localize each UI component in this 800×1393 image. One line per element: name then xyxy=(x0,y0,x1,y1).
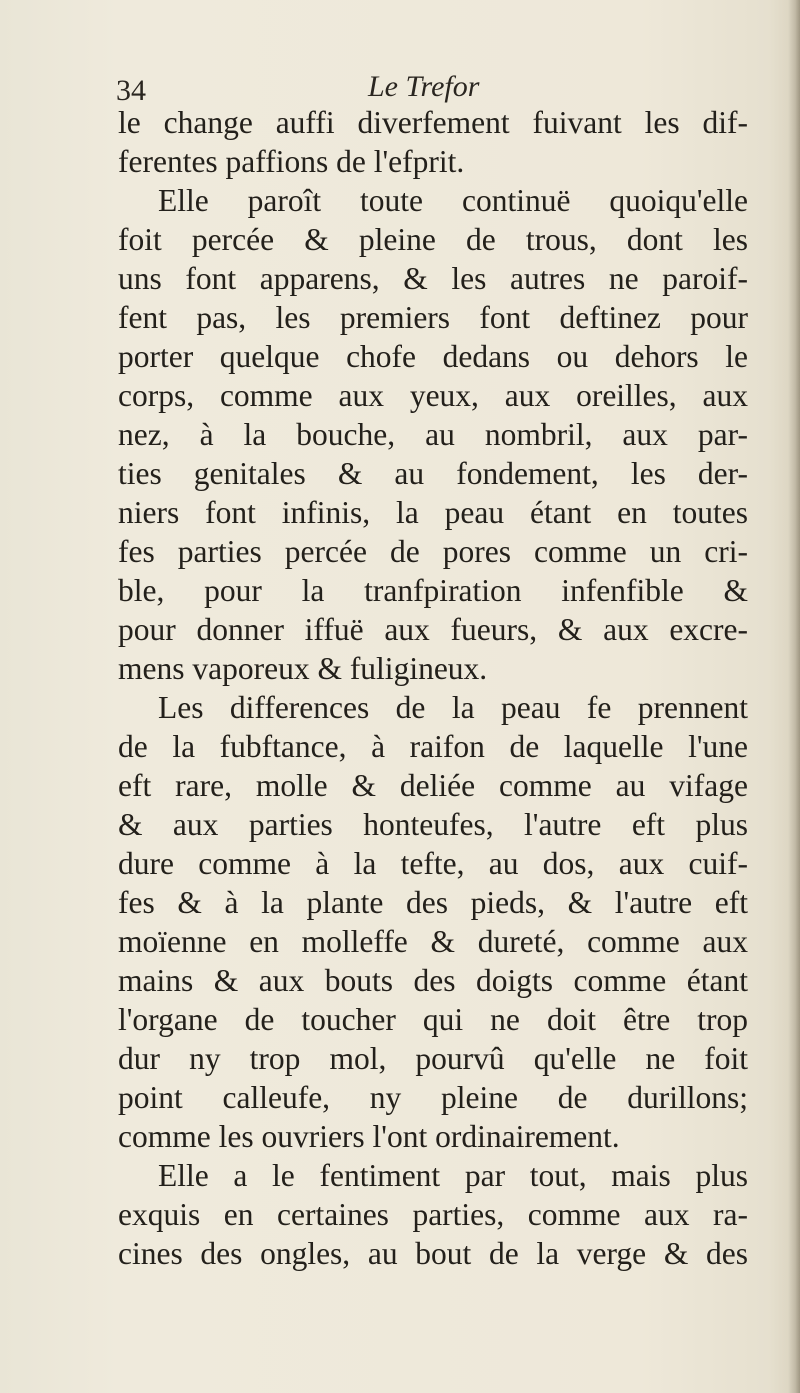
text-line: cines des ongles, au bout de la verge & des xyxy=(118,1236,748,1271)
page-edge-shadow xyxy=(788,0,800,1393)
text-line: mains & aux bouts des doigts comme étant xyxy=(118,963,748,998)
text-line: & aux parties honteufes, l'autre eft plus xyxy=(118,807,748,842)
text-line: de la fubftance, à raifon de laquelle l'une xyxy=(118,729,748,764)
text-line: comme les ouvriers l'ont ordinairement. xyxy=(118,1119,620,1154)
text-line: l'organe de toucher qui ne doit être trop xyxy=(118,1002,748,1037)
text-line: mens vaporeux & fuligineux. xyxy=(118,651,488,686)
body-text xyxy=(118,103,748,1273)
text-line: fent pas, les premiers font deftinez pour xyxy=(118,300,748,335)
text-line: Les differences de la peau fe prennent xyxy=(158,690,748,725)
text-line: pour donner iffuë aux fueurs, & aux excre- xyxy=(118,612,748,647)
text-line: ferentes paffions de l'efprit. xyxy=(118,144,465,179)
text-line: ties genitales & au fondement, les der- xyxy=(118,456,748,491)
running-head: Le Trefor xyxy=(368,70,480,103)
page-number: 34 xyxy=(116,74,146,107)
text-line: eft rare, molle & deliée comme au vifage xyxy=(118,768,748,803)
text-line: nez, à la bouche, au nombril, aux par- xyxy=(118,417,748,452)
text-line: uns font apparens, & les autres ne paroif- xyxy=(118,261,748,296)
text-line: foit percée & pleine de trous, dont les xyxy=(118,222,748,257)
text-line: Elle paroît toute continuë quoiqu'elle xyxy=(158,183,748,218)
text-line: exquis en certaines parties, comme aux ra- xyxy=(118,1197,748,1232)
text-line: porter quelque chofe dedans ou dehors le xyxy=(118,339,748,374)
text-line: moïenne en molleffe & dureté, comme aux xyxy=(118,924,748,959)
text-line: niers font infinis, la peau étant en toutes xyxy=(118,495,748,530)
text-line: point calleufe, ny pleine de durillons; xyxy=(118,1080,748,1115)
text-line: corps, comme aux yeux, aux oreilles, aux xyxy=(118,378,748,413)
text-line: ble, pour la tranfpiration infenfible & xyxy=(118,573,748,608)
text-line: dur ny trop mol, pourvû qu'elle ne foit xyxy=(118,1041,748,1076)
text-line: le change auffi diverfement fuivant les dif- xyxy=(118,105,748,140)
text-line: Elle a le fentiment par tout, mais plus xyxy=(158,1158,748,1193)
text-line: dure comme à la tefte, au dos, aux cuif- xyxy=(118,846,748,881)
text-line: fes parties percée de pores comme un cri- xyxy=(118,534,748,569)
text-line: fes & à la plante des pieds, & l'autre eft xyxy=(118,885,748,920)
